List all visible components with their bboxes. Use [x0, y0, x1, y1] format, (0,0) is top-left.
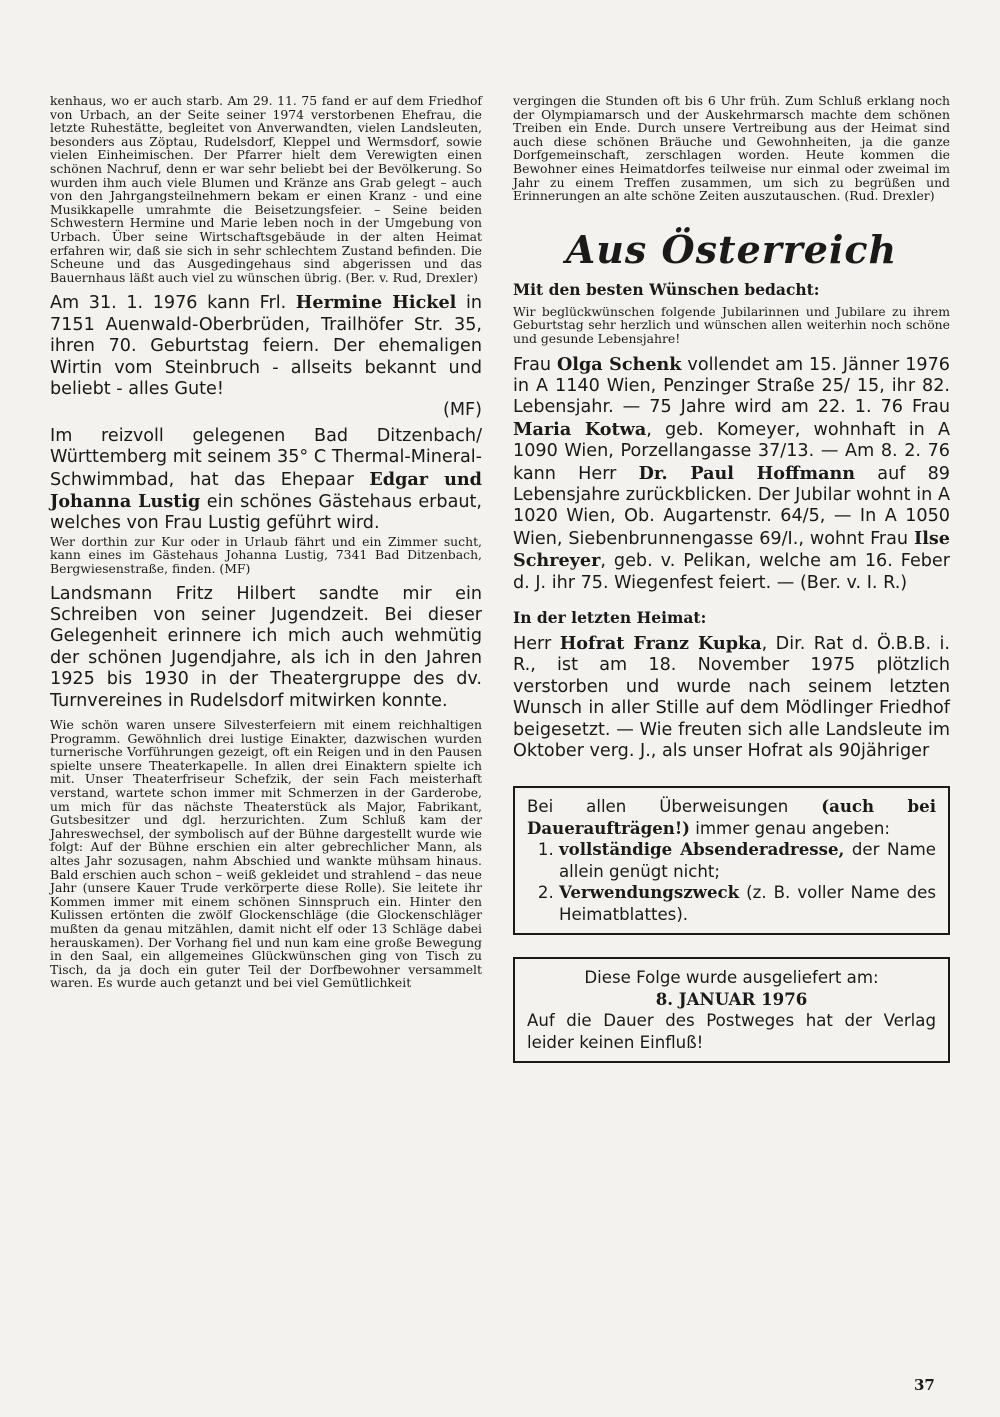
- list-item: [559, 839, 936, 882]
- text-run: Im reizvoll gelegenen Bad Ditzenbach/ Württemberg mit seinem 35° C Thermal-Mineral-Schwimmbad, hat das Ehepaar: [50, 425, 482, 490]
- person-name: Ilse Schreyer: [513, 527, 950, 572]
- text-run: in 7151 Auenwald-Oberbrüden, Trailhöfer Str. 35, ihren 70. Geburtstag feiern. Der ehemaligen Wirtin vom Steinbruch - allseits bekannt und beliebt - alles Gute!: [50, 293, 482, 399]
- memoir-body: Wie schön waren unsere Silvesterfeiern mit einem reichhaltigen Programm. Gewöhnlich drei lustige Einakter, dazwischen wurden turnerische Vorführungen gezeigt, oft ein Reigen und in den Pausen spielte unsere Theaterkapelle. In allen drei Einaktern spielte ich mit. Unser Theaterfriseur Schefzik, der sein Fach meisterhaft verstand, wartete schon immer mit Schmerzen in der Garderobe, um mich für das nächste Theaterstück als Major, Fabrikant, Gutsbesitzer und dgl. herzurichten. Zum Schluß kam der Jahreswechsel, der symbolisch auf der Bühne dargestellt wurde wie folgt: Auf der Bühne erschien ein alter gebrechlicher Mann, als altes Jahr sozusagen, nahm Abschied und wankte mühsam hinaus. Bald erschien auch schon – weiß gekleidet und strahlend – das neue Jahr (unsere Kauer Trude verkörperte diese Rolle). Sie leitete ihr Kommen immer mit einem schönen Sinnspruch ein. Hinter den Kulissen ertönten die zwölf Glockenschläge (die Glockenschläger mußten da genau mitzählen, damit nicht elf oder 13 Schläge dabei herauskamen). Der Vorhang fiel und nun kam eine große Bewegung in den Saal, ein allgemeines Glückwünschen ging von Tisch zu Tisch, da ja doch ein guter Teil der Dorfbewohner versammelt waren. Es wurde auch getanzt und bei viel Gemütlichkeit: [50, 717, 482, 991]
- text-run: , geb. Komeyer, wohnhaft in A 1090 Wien, Porzellangasse 37/13. — Am 8. 2. 76 kann Herr: [513, 419, 950, 484]
- text-run: immer genau angeben:: [689, 818, 891, 838]
- person-name: Olga Schenk: [556, 353, 682, 375]
- text-run: Am 31. 1. 1976 kann Frl.: [50, 293, 296, 314]
- person-name: Hofrat Franz Kupka: [559, 633, 762, 654]
- person-name: Edgar und Johanna Lustig: [50, 468, 482, 512]
- text-run: Bei allen Überweisungen: [527, 797, 822, 817]
- text-run: der Name allein genügt nicht;: [559, 840, 936, 881]
- transfer-notice-box: [513, 786, 950, 935]
- memoir-intro: Landsmann Fritz Hilbert sandte mir ein Schreiben von seiner Jugendzeit. Bei dieser Gelegenheit erinnere ich mich auch wehmütig der schönen Jugendjahre, als ich in den Jahren 1925 bis 1930 in der Theatergruppe des dv. Turnvereines in Rudelsdorf mitwirken konnte.: [50, 583, 482, 711]
- obituary-kupka: [513, 633, 950, 762]
- emphasis: Verwendungszweck: [559, 882, 740, 903]
- guesthouse-notice: [50, 426, 482, 535]
- emphasis: 8. JANUAR 1976: [655, 988, 808, 1009]
- birthdays-list: [513, 354, 950, 594]
- text-run: , geb. v. Pelikan, welche am 16. Feber d. J. ihr 75. Wiegenfest feiert. — (Ber. v. I. R.): [513, 551, 950, 593]
- right-column: [513, 94, 950, 1063]
- section-title: Aus Österreich: [565, 226, 898, 272]
- memoir-continuation: vergingen die Stunden oft bis 6 Uhr früh. Zum Schluß erklang noch der Olympiamarsch und der Auskehrmarsch machte dem schönen Treiben ein Ende. Durch unsere Vertreibung aus der Heimat sind auch diese schönen Bräuche und Gewohnheiten, ja die ganze Dorfgemeinschaft, zerschlagen worden. Heute kommen die Bewohner eines Heimatdorfes teilweise nur einmal oder zweimal im Jahr zu einem Treffen zusammen, um sich zu begrüßen und Erinnerungen an alte schöne Zeiten auszutauschen. (Rud. Drexler): [513, 93, 950, 204]
- text-run: vollendet am 15. Jänner 1976 in A 1140 Wien, Penzinger Straße 25/ 15, ihr 82. Lebensjahr. — 75 Jahre wird am 22. 1. 76 Frau: [513, 354, 950, 418]
- emphasis: vollständige Absenderadresse,: [559, 839, 845, 860]
- person-name: Maria Kotwa: [513, 418, 647, 440]
- left-column: [50, 94, 482, 990]
- text-run: Herr: [513, 634, 560, 654]
- delivery-date: [527, 989, 936, 1011]
- section-heading-obituaries: In der letzten Heimat:: [513, 608, 707, 627]
- text-run: , Dir. Rat d. Ö.B.B. i. R., ist am 18. November 1975 plötzlich verstorben und wurde nach seinem letzten Wunsch in aller Stille auf dem Mödlinger Friedhof beigesetzt. — Wie freuten sich alle Landsleute im Oktober verg. J., als unser Hofrat als 90jähriger: [513, 634, 950, 762]
- obituary-paragraph: kenhaus, wo er auch starb. Am 29. 11. 75 fand er auf dem Friedhof von Urbach, an der Seite seiner 1974 verstorbenen Ehefrau, die letzte Ruhestätte, begleitet von Anverwandten, vielen Landsleuten, besonders aus Zöptau, Rudelsdorf, Kleppel und Wermsdorf, sowie vielen Einheimischen. Der Pfarrer hielt dem Verewigten einen schönen Nachruf, denn er war sehr beliebt bei der Bevölkerung. So wurden ihm auch viele Blumen und Kränze ans Grab gelegt – auch von den Jahrgangsteilnehmern bekam er einen Kranz - und eine Musikkapelle umrahmte die Beisetzungsfeier. – Seine beiden Schwestern Hermine und Marie leben noch in der Umgebung von Urbach. Über seine Wirtschaftsgebäude in der alten Heimat erfahren wir, daß sie sich in sehr schlechtem Zustand befinden. Die Scheune und das Ausgedingehaus sind abgerissen und das Bauernhaus läßt auch viel zu wünschen übrig. (Ber. v. Rud, Drexler): [50, 93, 482, 285]
- text-run: Frau: [513, 354, 557, 375]
- emphasis: (auch bei Daueraufträgen!): [527, 796, 936, 838]
- birthday-notice: [50, 292, 482, 400]
- transfer-notice-list: [527, 839, 936, 925]
- signature: (MF): [442, 400, 482, 421]
- person-name: Dr. Paul Hoffmann: [638, 462, 856, 484]
- delivery-notice-disclaimer: Auf die Dauer des Postweges hat der Verlag leider keinen Einfluß!: [527, 1011, 936, 1052]
- guesthouse-details: Wer dorthin zur Kur oder in Urlaub fährt und ein Zimmer sucht, kann eines im Gästehaus Johanna Lustig, 7341 Bad Ditzenbach, Bergwiesenstraße, finden. (MF): [50, 533, 482, 576]
- transfer-notice-intro: [527, 796, 936, 839]
- section-heading-birthdays: Mit den besten Wünschen bedacht:: [513, 279, 820, 299]
- page-number: 37: [914, 1376, 935, 1394]
- text-run: auf 89 Lebensjahre zurückblicken. Der Jubilar wohnt in A 1020 Wien, Ob. Augartenstr. 64/5, — In A 1050 Wien, Siebenbrunnengasse 69/I., wohnt Frau: [513, 463, 950, 549]
- list-item: [559, 882, 936, 925]
- person-name: Hermine Hickel: [295, 292, 457, 314]
- text-run: ein schönes Gästehaus erbaut, welches von Frau Lustig geführt wird.: [50, 491, 482, 534]
- text-run: (z. B. voller Name des Heimatblattes).: [559, 883, 936, 924]
- birthdays-intro: Wir beglückwünschen folgende Jubilarinnen und Jubilare zu ihrem Geburtstag sehr herzlich und wünschen allen weiterhin noch schöne und gesunde Lebensjahre!: [513, 303, 950, 346]
- delivery-notice-box: [513, 957, 950, 1063]
- delivery-notice-line: Diese Folge wurde ausgeliefert am:: [584, 968, 879, 988]
